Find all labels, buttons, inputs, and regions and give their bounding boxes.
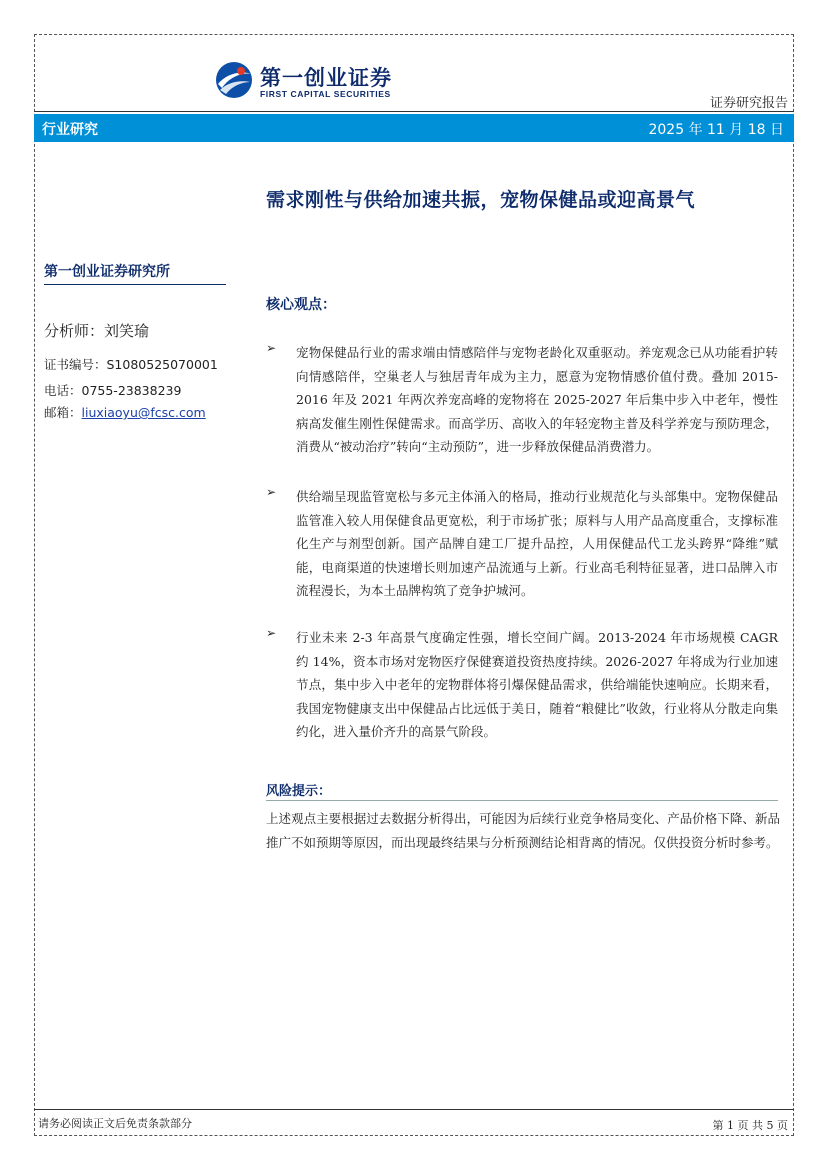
bullet-arrow-icon: ➢ (266, 626, 277, 640)
risk-heading: 风险提示： (266, 784, 332, 799)
core-point (266, 485, 778, 603)
logo-chinese-name: 第一创业证券 (260, 66, 392, 90)
analyst-name: 分析师：刘笑瑜 (44, 322, 150, 340)
email-link[interactable]: liuxiaoyu@fcsc.com (81, 405, 206, 420)
analyst-cert: 证书编号：S1080525070001 (44, 357, 218, 372)
header-rule (34, 111, 794, 112)
bullet-arrow-icon: ➢ (266, 485, 277, 499)
core-views-heading: 核心观点： (266, 297, 336, 313)
company-logo (214, 60, 414, 104)
risk-text: 上述观点主要根据过去数据分析得出，可能因为后续行业竞争格局变化、产品价格下降、新品推广不如预期等原因，而出现最终结果与分析预测结论相背离的情况。仅供投资分析时参考。 (266, 811, 780, 850)
core-point (266, 626, 778, 744)
category-band (34, 114, 794, 142)
analyst-phone: 电话：0755-23838239 (44, 383, 182, 398)
report-type: 证券研究报告 (709, 96, 788, 111)
page-number: 第 1 页 共 5 页 (712, 1119, 788, 1132)
footer-disclaimer: 请务必阅读正文后免责条款部分 (38, 1117, 192, 1130)
report-title: 需求刚性与供给加速共振，宠物保健品或迎高景气 (266, 189, 696, 211)
institute-name: 第一创业证券研究所 (44, 264, 170, 280)
risk-rule (266, 800, 778, 801)
email-label: 邮箱： (44, 405, 82, 420)
institute-rule (44, 284, 226, 285)
logo-english-name: FIRST CAPITAL SECURITIES (260, 89, 391, 99)
core-point (266, 341, 778, 459)
bullet-arrow-icon: ➢ (266, 341, 277, 355)
core-point-text: 宠物保健品行业的需求端由情感陪伴与宠物老龄化双重驱动。养宠观念已从功能看护转向情感陪伴，空巢老人与独居青年成为主力，愿意为宠物情感价值付费。叠加 2015-2016 年及 2021 年两次养宠高峰的宠物将在 2025-2027 年后集中步入中老年，慢性病高发催生刚性保健需求。而高学历、高收入的年轻宠物主普及科学养宠与预防理念，消费从“被动治疗”转向“主动预防”，进一步释放保健品消费潜力。 (296, 345, 778, 455)
core-point-text: 行业未来 2-3 年高景气度确定性强，增长空间广阔。2013-2024 年市场规模 CAGR 约 14%，资本市场对宠物医疗保健赛道投资热度持续。2026-2027 年将成为行业加速节点，集中步入中老年的宠物群体将引爆保健品需求，供给端能快速响应。长期来看，我国宠物健康支出中保健品占比远低于美日，随着“粮健比”收敛，行业将从分散走向集约化，进入量价齐升的高景气阶段。 (296, 630, 778, 740)
report-category: 行业研究 (42, 122, 98, 138)
core-point-text: 供给端呈现监管宽松与多元主体涌入的格局，推动行业规范化与头部集中。宠物保健品监管准入较人用保健食品更宽松，利于市场扩张；原料与人用产品高度重合，支撑标准化生产与剂型创新。国产品牌自建工厂提升品控，人用保健品代工龙头跨界“降维”赋能，电商渠道的快速增长则加速产品流通与上新。行业高毛利特征显著，进口品牌入市流程漫长，为本土品牌构筑了竞争护城河。 (296, 489, 778, 599)
footer-rule (34, 1109, 794, 1110)
report-date: 2025 年 11 月 18 日 (648, 122, 784, 138)
analyst-email-row (44, 403, 206, 421)
globe-logo-icon (214, 60, 254, 100)
